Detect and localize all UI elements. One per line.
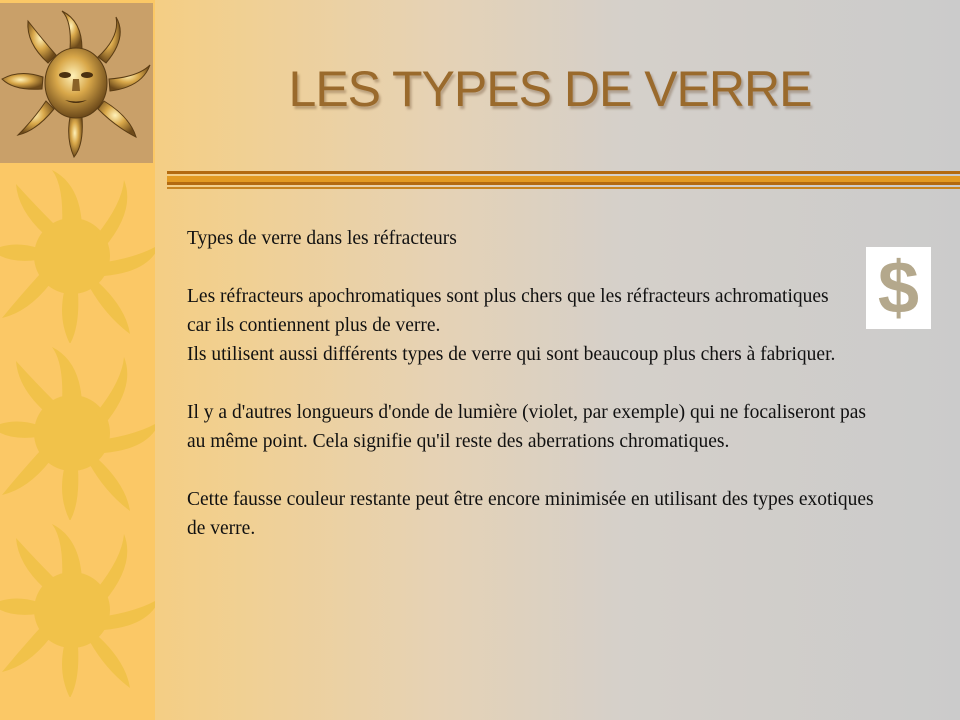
body-paragraph-1: Les réfracteurs apochromatiques sont plus chers que les réfracteurs achromatiques car ils contiennent plus de verre. (187, 286, 829, 336)
sun-face-tile (0, 3, 153, 163)
body-paragraph-2: Ils utilisent aussi différents types de verre qui sont beaucoup plus chers à fabriquer. (187, 344, 836, 365)
sun-decoration-2 (0, 345, 155, 520)
body-paragraph-4: Cette fausse couleur restante peut être encore minimisée en utilisant des types exotiques de verre. (187, 489, 874, 539)
sun-decoration-3 (0, 522, 155, 697)
sun-decoration-1 (0, 168, 155, 343)
slide-title: LES TYPES DE VERRE (288, 61, 812, 117)
sun-face-icon (0, 3, 153, 163)
title-divider (167, 171, 960, 191)
body-subtitle: Types de verre dans les réfracteurs (187, 228, 457, 249)
slide-body (187, 224, 907, 543)
sun-icon (0, 522, 155, 697)
body-paragraph-3: Il y a d'autres longueurs d'onde de lumière (violet, par exemple) qui ne focaliseront pas au même point. Cela signifie qu'il reste des aberrations chromatiques. (187, 402, 867, 452)
dollar-icon: $ (877, 246, 920, 329)
sun-icon (0, 168, 155, 343)
sun-icon (0, 345, 155, 520)
dollar-clipart (866, 247, 931, 329)
